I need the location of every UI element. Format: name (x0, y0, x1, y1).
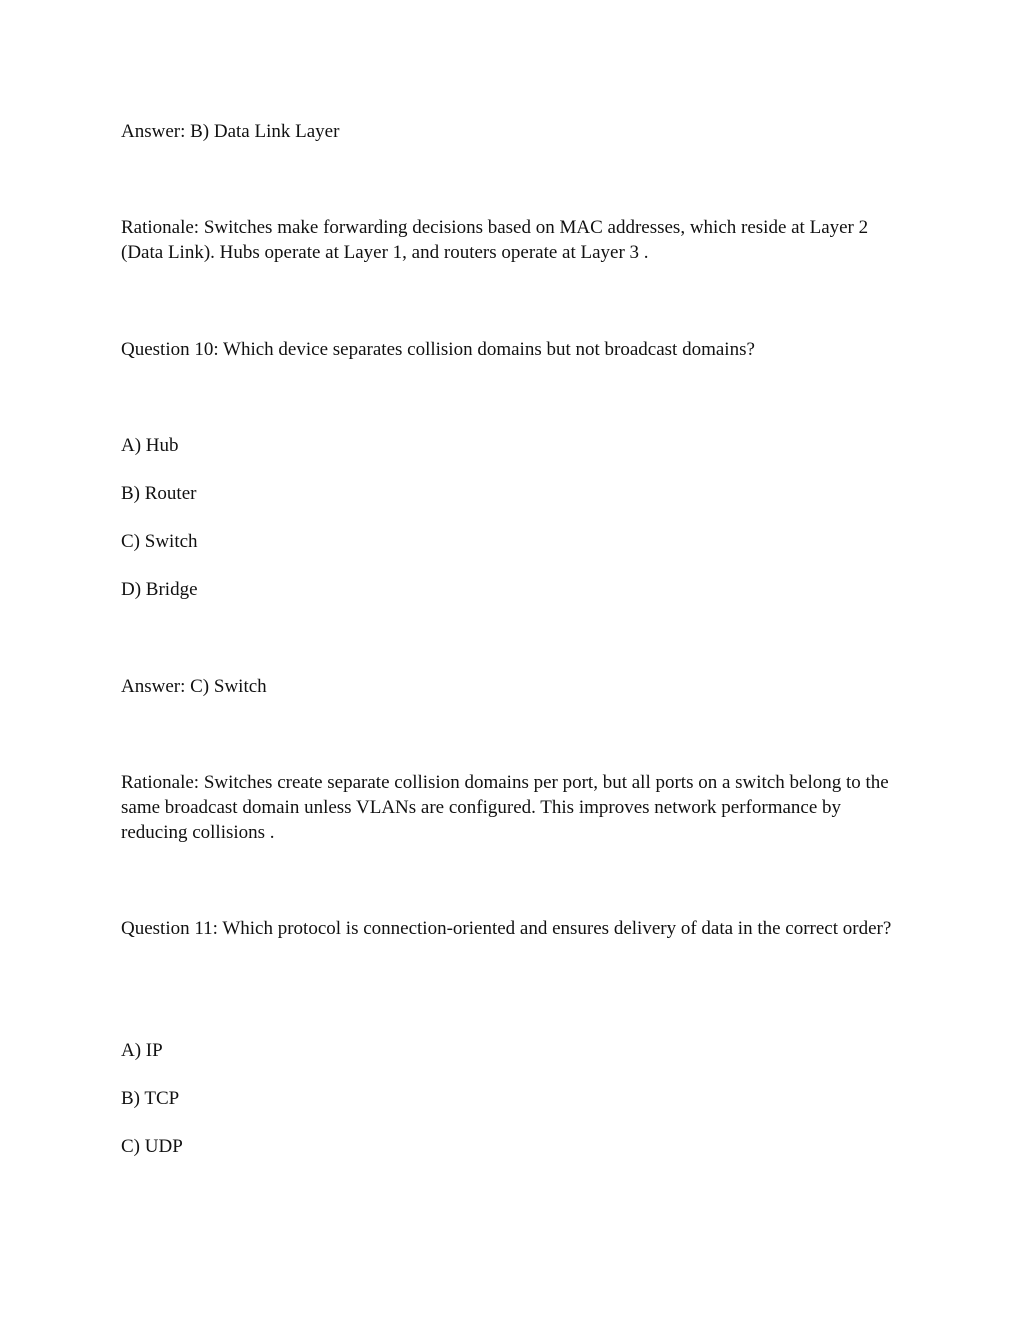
q10-answer: Answer: C) Switch (121, 676, 267, 697)
q11-option-a: A) IP (121, 1040, 163, 1061)
q9-answer: Answer: B) Data Link Layer (121, 121, 340, 142)
q10-option-b: B) Router (121, 483, 197, 504)
q10-option-a: A) Hub (121, 435, 179, 456)
q11-question: Question 11: Which protocol is connection-oriented and ensures delivery of data in the correct order? (121, 918, 892, 939)
q9-rationale: Rationale: Switches make forwarding decisions based on MAC addresses, which reside at Layer 2 (Data Link). Hubs operate at Layer 1, and routers operate at Layer 3 . (121, 217, 869, 263)
q10-option-d: D) Bridge (121, 579, 198, 600)
q10-option-c: C) Switch (121, 531, 198, 552)
q10-rationale: Rationale: Switches create separate collision domains per port, but all ports on a switch belong to the same broadcast domain unless VLANs are configured. This improves network performance by reducing collisions . (121, 772, 889, 843)
q11-option-b: B) TCP (121, 1088, 180, 1109)
q11-option-c: C) UDP (121, 1136, 183, 1157)
q10-question: Question 10: Which device separates collision domains but not broadcast domains? (121, 339, 755, 360)
